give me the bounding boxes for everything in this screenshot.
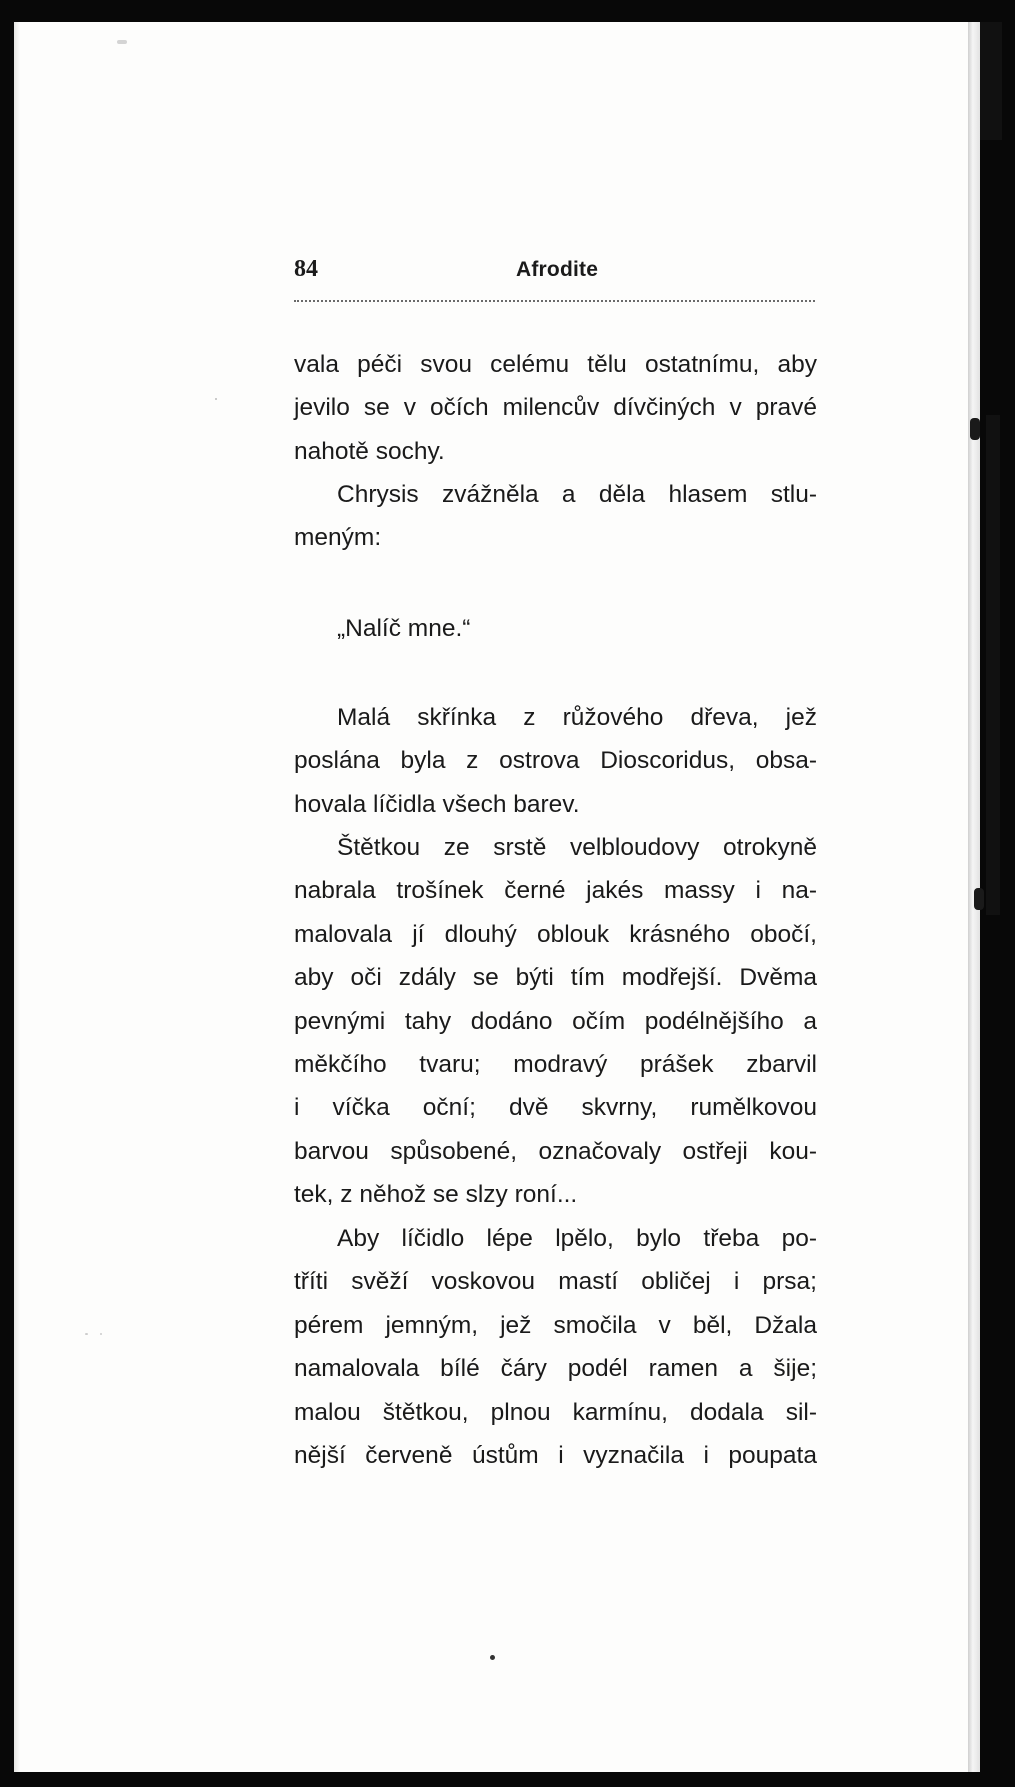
- text-line: poslána byla z ostrova Dioscoridus, obsa-: [294, 747, 817, 775]
- running-title: Afrodite: [516, 258, 599, 281]
- binding-shadow-middle: [986, 415, 1000, 915]
- text-line: nahotě sochy.: [294, 437, 445, 465]
- text-line: barvou spůsobené, označovaly ostřeji kou-: [294, 1137, 817, 1165]
- text-line: Aby líčidlo lépe lpělo, bylo třeba po-: [337, 1225, 817, 1252]
- dust-speck: [85, 1333, 88, 1335]
- text-line: malovala jí dlouhý oblouk krásného obočí,: [294, 920, 817, 948]
- text-line: malou štětkou, plnou karmínu, dodala sil-: [294, 1398, 817, 1426]
- text-line: jevilo se v očích milencův dívčiných v pravé: [294, 394, 817, 422]
- text-line: pérem jemným, jež smočila v běl, Džala: [294, 1311, 817, 1339]
- text-line: měkčího tvaru; modravý prášek zbarvil: [294, 1050, 817, 1078]
- paragraph-4: [294, 696, 817, 826]
- running-head: [294, 256, 815, 286]
- text-line: meným:: [294, 524, 382, 552]
- text-line: i víčka oční; dvě skvrny, rumělkovou: [294, 1094, 817, 1122]
- paragraph-2: [294, 473, 817, 560]
- text-line: Malá skřínka z růžového dřeva, jež: [337, 704, 817, 731]
- text-line: hovala líčidla všech barev.: [294, 790, 580, 818]
- paragraph-3-dialogue: [294, 607, 817, 650]
- ink-speck: [490, 1655, 495, 1660]
- dust-speck: [117, 40, 127, 44]
- paragraph-5: [294, 826, 817, 1217]
- text-line: vala péči svou celému tělu ostatnímu, aby: [294, 351, 817, 378]
- text-line: Chrysis zvážněla a děla hlasem stlu-: [337, 481, 817, 508]
- binding-clip-upper: [970, 418, 980, 440]
- paragraph-1: [294, 343, 817, 473]
- text-line: namalovala bílé čáry podél ramen a šije;: [294, 1355, 817, 1383]
- text-line: nější červeně ústům i vyznačila i poupata: [294, 1441, 817, 1469]
- page-number: 84: [294, 256, 318, 282]
- page-edge-shadow: [14, 22, 20, 1772]
- text-line: tek, z něhož se slzy roní...: [294, 1181, 578, 1209]
- text-line: nabrala trošínek černé jakés massy i na-: [294, 877, 817, 905]
- header-rule: [294, 300, 815, 302]
- binding-shadow-top: [980, 22, 1002, 140]
- text-line: „Nalíč mne.“: [337, 615, 471, 642]
- paragraph-6: [294, 1217, 817, 1477]
- binding-clip-lower: [974, 888, 984, 910]
- text-line: aby oči zdály se býti tím modřejší. Dvěma: [294, 964, 817, 992]
- dust-speck: [100, 1333, 102, 1335]
- text-line: Štětkou ze srstě velbloudovy otrokyně: [337, 834, 817, 861]
- text-line: pevnými tahy dodáno očím podélnějšího a: [294, 1007, 817, 1035]
- text-line: tříti svěží voskovou mastí obličej i prsa;: [294, 1268, 817, 1296]
- dust-speck: [215, 398, 217, 400]
